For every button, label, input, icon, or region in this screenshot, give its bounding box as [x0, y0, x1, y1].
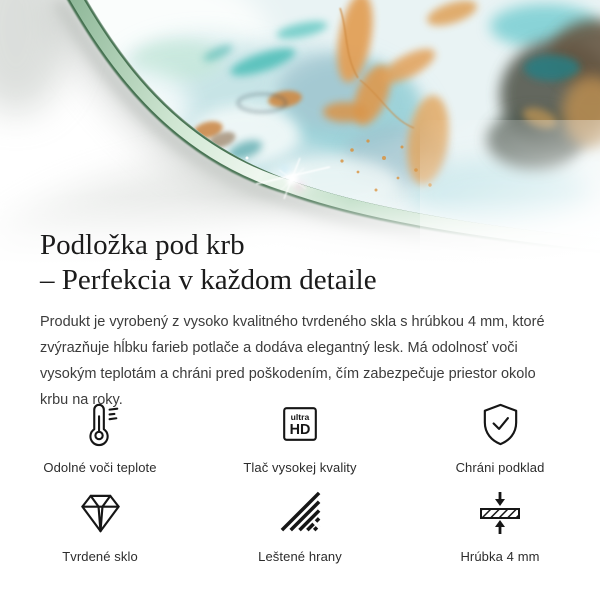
ultra-hd-icon-text-top: ultra — [290, 412, 310, 423]
feature-thickness — [400, 485, 600, 564]
glass-pad-illustration — [0, 0, 600, 265]
feature-label: Leštené hrany — [258, 549, 342, 564]
hero-glass-image — [0, 0, 600, 265]
thickness-icon — [476, 485, 524, 541]
feature-protects-floor — [400, 396, 600, 475]
features-grid — [0, 396, 600, 564]
feature-label: Hrúbka 4 mm — [460, 549, 540, 564]
feature-label: Tvrdené sklo — [62, 549, 138, 564]
feature-print-quality — [200, 396, 400, 475]
thermometer-icon — [77, 396, 123, 452]
feature-label: Tlač vysokej kvality — [243, 460, 357, 475]
corner-fade — [420, 120, 600, 265]
product-description: Produkt je vyrobený z vysoko kvalitného tvrdeného skla s hrúbkou 4 mm, ktoré zvýrazňuje hĺbku farieb potlače a dodáva elegantný lesk. Má odolnosť voči vysokým teplotám a chráni pred poškodením, čím zabezpečuje priestor okolo krbu na roky. — [40, 314, 545, 408]
polished-edges-icon — [277, 485, 324, 541]
ultra-hd-icon-text-bottom: HD — [289, 422, 311, 439]
page-title-line2: – Perfekcia v každom detaile — [40, 264, 377, 296]
ultra-hd-icon — [277, 396, 323, 452]
shield-check-icon — [477, 396, 524, 452]
feature-tempered-glass — [0, 485, 200, 564]
diamond-icon — [77, 485, 124, 541]
feature-heat-resistant — [0, 396, 200, 475]
feature-polished-edges — [200, 485, 400, 564]
page-title — [40, 228, 377, 298]
feature-label: Chráni podklad — [455, 460, 545, 475]
page-title-line1: Podložka pod krb — [40, 229, 245, 261]
feature-label: Odolné voči teplote — [43, 460, 157, 475]
